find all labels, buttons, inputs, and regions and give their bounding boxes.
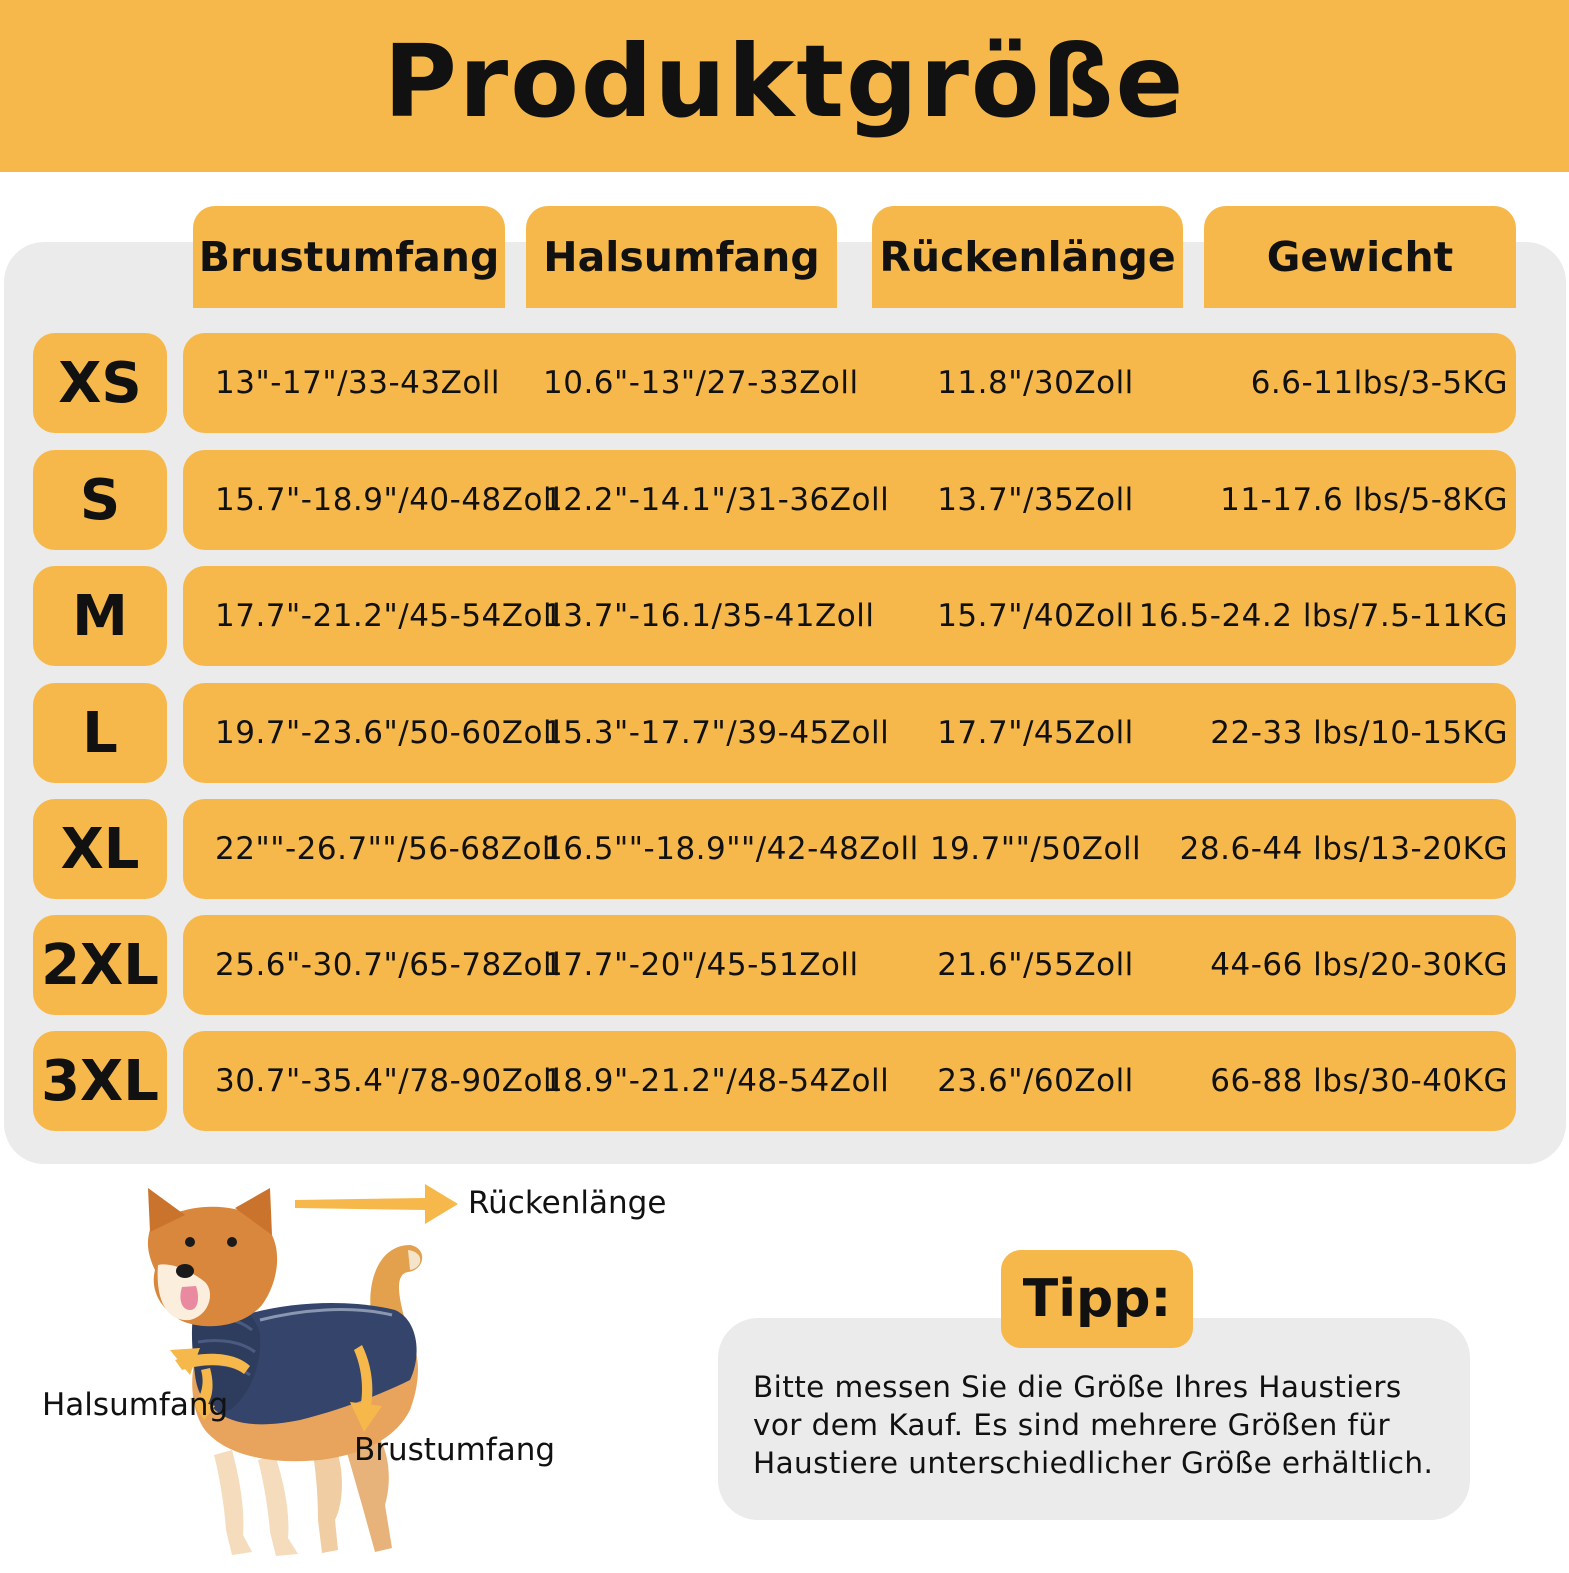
weight-value: 22-33 lbs/10-15KG [1210,715,1508,751]
size-label: 2XL [33,915,167,1015]
back-length-label: Rückenlänge [468,1185,667,1221]
neck-value: 10.6"-13"/27-33Zoll [543,365,859,401]
chest-value: 30.7"-35.4"/78-90Zoll [215,1063,562,1099]
neck-value: 13.7"-16.1/35-41Zoll [543,598,875,634]
back-value: 21.6"/55Zoll [937,947,1134,983]
weight-value: 44-66 lbs/20-30KG [1210,947,1508,983]
neck-value: 15.3"-17.7"/39-45Zoll [543,715,890,751]
back-value: 23.6"/60Zoll [937,1063,1134,1099]
page-title: Produktgröße [383,22,1186,140]
table-row [183,333,1516,433]
weight-value: 66-88 lbs/30-40KG [1210,1063,1508,1099]
chest-value: 15.7"-18.9"/40-48Zoll [215,482,562,518]
neck-value: 18.9"-21.2"/48-54Zoll [543,1063,890,1099]
table-row [183,450,1516,550]
weight-value: 28.6-44 lbs/13-20KG [1179,831,1508,867]
back-value: 11.8"/30Zoll [937,365,1134,401]
size-label: 3XL [33,1031,167,1131]
weight-value: 6.6-11lbs/3-5KG [1250,365,1508,401]
back-value: 13.7"/35Zoll [937,482,1134,518]
neck-value: 16.5""-18.9""/42-48Zoll [543,831,919,867]
size-label: M [33,566,167,666]
neck-value: 12.2"-14.1"/31-36Zoll [543,482,890,518]
weight-value: 16.5-24.2 lbs/7.5-11KG [1138,598,1508,634]
size-label: XL [33,799,167,899]
table-row [183,1031,1516,1131]
neck-value: 17.7"-20"/45-51Zoll [543,947,859,983]
size-label: L [33,683,167,783]
tip-heading: Tipp: [1001,1250,1193,1348]
column-header-back: Rückenlänge [872,206,1183,308]
column-header-weight: Gewicht [1204,206,1516,308]
column-header-chest: Brustumfang [193,206,505,308]
table-row [183,683,1516,783]
chest-value: 22""-26.7""/56-68Zoll [215,831,561,867]
back-value: 15.7"/40Zoll [937,598,1134,634]
measurement-diagram [0,1170,700,1569]
dog-illustration [0,1170,700,1569]
chest-value: 19.7"-23.6"/50-60Zoll [215,715,562,751]
title-banner [0,0,1569,172]
column-header-neck: Halsumfang [526,206,837,308]
back-value: 17.7"/45Zoll [937,715,1134,751]
neck-circumference-label: Halsumfang [42,1387,229,1423]
chest-value: 17.7"-21.2"/45-54Zoll [215,598,562,634]
table-row [183,566,1516,666]
back-length-arrow-icon [295,1184,458,1224]
tip-text: Bitte messen Sie die Größe Ihres Haustiers vor dem Kauf. Es sind mehrere Größen für Haustiere unterschiedlicher Größe erhältlich. [753,1370,1434,1480]
table-row [183,799,1516,899]
chest-value: 13"-17"/33-43Zoll [215,365,501,401]
size-label: XS [33,333,167,433]
size-label: S [33,450,167,550]
weight-value: 11-17.6 lbs/5-8KG [1220,482,1508,518]
table-row [183,915,1516,1015]
back-value: 19.7""/50Zoll [929,831,1142,867]
tip-box [718,1318,1470,1520]
chest-value: 25.6"-30.7"/65-78Zoll [215,947,562,983]
chest-circumference-label: Brustumfang [354,1432,556,1468]
